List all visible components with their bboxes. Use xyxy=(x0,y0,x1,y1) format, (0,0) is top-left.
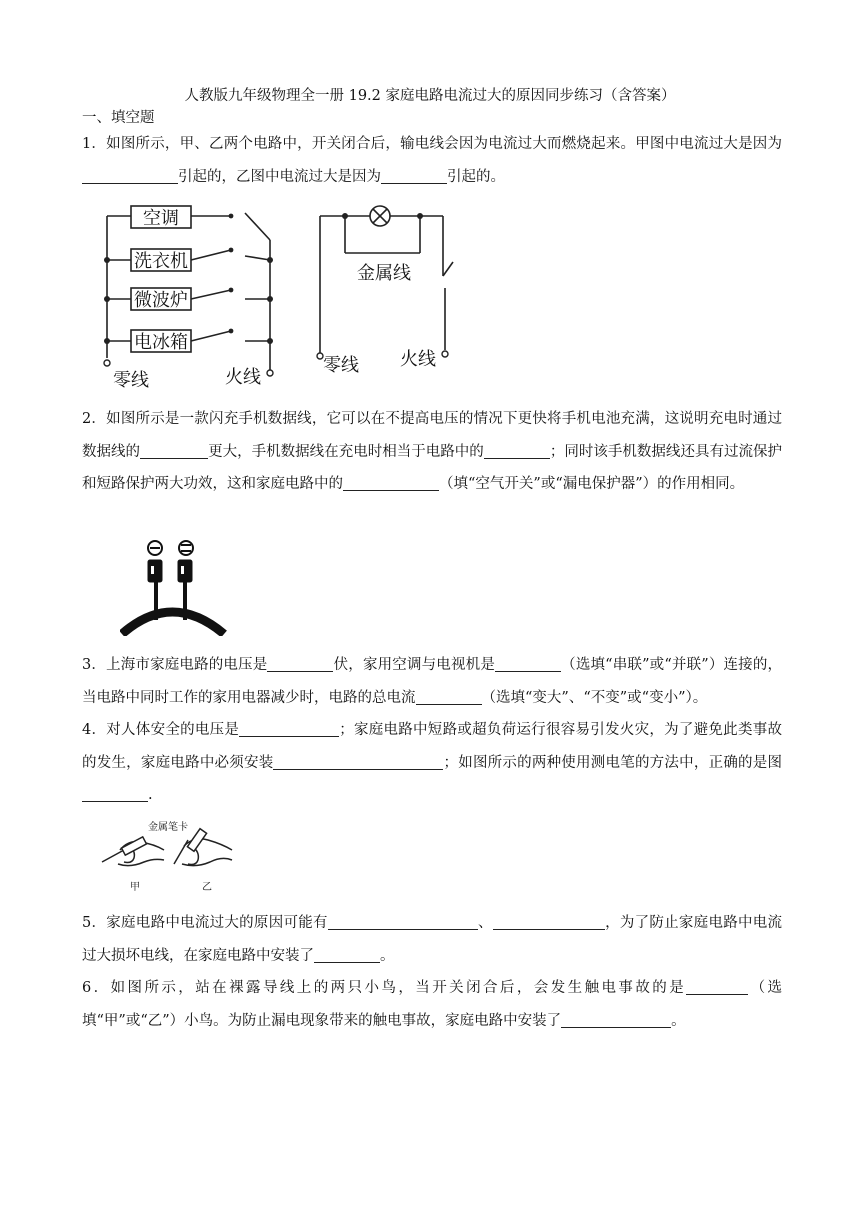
question-number: 5． xyxy=(82,915,107,931)
question-1: 1．如图所示，甲、乙两个电路中，开关闭合后，输电线会因为电流过大而燃烧起来。甲图中电流过大是因为引起的，乙图中电流过大是因为 引起的。 xyxy=(82,136,782,185)
answer-blank[interactable] xyxy=(314,946,380,962)
figure-charging-cable xyxy=(120,538,230,636)
appliance-label: 微波炉 xyxy=(134,290,188,311)
question-3: 3．上海市家庭电路的电压是 伏，家用空调与电视机是 （选填“串联”或“并联”）连接的，当电路中同时工作的家用电器减少时，电路的总电流 （选填“变大”、“不变”或“变小”）。 xyxy=(82,657,783,706)
figure-circuits xyxy=(95,198,465,393)
answer-blank[interactable] xyxy=(82,786,148,802)
answer-blank[interactable] xyxy=(328,914,478,930)
question-number: 1． xyxy=(82,136,107,152)
question-number: 3． xyxy=(82,657,107,673)
fig-label-a: 甲 xyxy=(130,882,140,893)
answer-blank[interactable] xyxy=(267,656,333,672)
appliance-label: 洗衣机 xyxy=(134,251,188,272)
question-5: 5．家庭电路中电流过大的原因可能有 、 ，为了防止家庭电路中电流过大损坏电线，在家庭电路中安装了 。 xyxy=(82,915,783,964)
answer-blank[interactable] xyxy=(239,721,339,737)
question-number: 6． xyxy=(82,980,111,996)
metal-wire-label: 金属线 xyxy=(357,263,411,284)
neutral-label: 零线 xyxy=(323,355,359,376)
answer-blank[interactable] xyxy=(493,914,605,930)
answer-blank[interactable] xyxy=(381,167,447,183)
neutral-label: 零线 xyxy=(113,370,149,391)
live-label: 火线 xyxy=(400,349,436,370)
answer-blank[interactable] xyxy=(495,656,561,672)
figure-test-pen xyxy=(98,820,238,895)
pen-clip-label: 金属笔卡 xyxy=(148,822,188,833)
question-2: 2．如图所示是一款闪充手机数据线，它可以在不提高电压的情况下更快将手机电池充满，这说明充电时通过数据线的 更大，手机数据线在充电时相当于电路中的 ；同时该手机数据线还具有过流保护和短路保护两大功效，这和家庭电路中的 （填“空气开关”或“漏电保护器”）的作用相同。 xyxy=(82,411,783,492)
question-number: 4． xyxy=(82,722,107,738)
answer-blank[interactable] xyxy=(416,688,482,704)
answer-blank[interactable] xyxy=(343,475,439,491)
answer-blank[interactable] xyxy=(82,167,178,183)
answer-blank[interactable] xyxy=(561,1011,671,1027)
question-6: 6．如图所示，站在裸露导线上的两只小鸟，当开关闭合后，会发生触电事故的是 （选填“甲”或“乙”）小鸟。为防止漏电现象带来的触电事故，家庭电路中安装了 。 xyxy=(82,980,783,1029)
section-heading: 一、填空题 xyxy=(82,110,155,126)
appliance-label: 空调 xyxy=(143,208,179,229)
page-title: 人教版九年级物理全一册 19.2 家庭电路电流过大的原因同步练习（含答案） xyxy=(184,88,676,104)
answer-blank[interactable] xyxy=(484,442,550,458)
question-number: 2． xyxy=(82,411,107,427)
answer-blank[interactable] xyxy=(273,753,443,769)
live-label: 火线 xyxy=(225,367,261,388)
answer-blank[interactable] xyxy=(140,442,208,458)
fig-label-b: 乙 xyxy=(202,882,212,893)
answer-blank[interactable] xyxy=(686,979,748,995)
question-4: 4．对人体安全的电压是 ；家庭电路中短路或超负荷运行很容易引发火灾，为了避免此类事故的发生，家庭电路中必须安装 ；如图所示的两种使用测电笔的方法中，正确的是图. xyxy=(82,722,783,803)
appliance-label: 电冰箱 xyxy=(134,332,188,353)
